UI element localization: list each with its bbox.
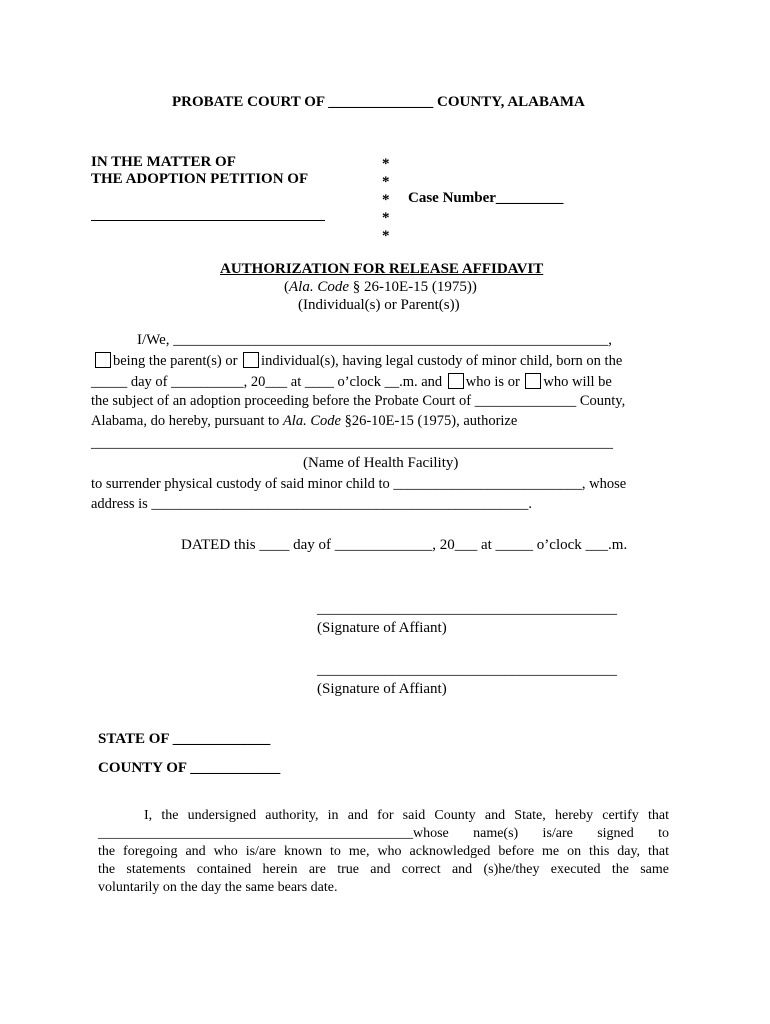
- dated-line[interactable]: DATED this ____ day of _____________, 20___ at _____ o’clock ___.m.: [181, 537, 628, 553]
- affiant-names-blank[interactable]: __________________________________________________________: [173, 332, 609, 348]
- authorize-line: [91, 414, 681, 429]
- surrender-line[interactable]: to surrender physical custody of said minor child to __________________________, whose: [91, 476, 627, 492]
- citation-code-name: Ala. Code: [289, 279, 349, 295]
- matter-line-1: IN THE MATTER OF: [91, 154, 236, 170]
- individual-checkbox[interactable]: [243, 352, 259, 368]
- matter-line-2: THE ADOPTION PETITION OF: [91, 171, 309, 187]
- case-number-label: Case Number: [408, 190, 496, 206]
- parent-label: being the parent(s) or: [113, 353, 242, 369]
- authorize-text-end: §26-10E-15 (1975), authorize: [340, 413, 518, 429]
- birth-date-blanks[interactable]: _____ day of __________, 20___ at ____ o’clock __.m. and: [91, 374, 446, 390]
- signature-blank-1[interactable]: ________________________________________: [317, 601, 617, 617]
- who-is-checkbox[interactable]: [448, 373, 464, 389]
- authorize-text-start: Alabama, do hereby, pursuant to: [91, 413, 283, 429]
- iwe-comma: ,: [608, 332, 613, 348]
- custody-line: [95, 352, 685, 369]
- who-will-be-label: who will be: [543, 374, 612, 390]
- county-of-line[interactable]: COUNTY OF ____________: [98, 760, 281, 776]
- signature-label-2: (Signature of Affiant): [317, 681, 447, 697]
- court-header: PROBATE COURT OF ______________ COUNTY, ALABAMA: [172, 94, 585, 110]
- caption-star: *: [382, 174, 390, 190]
- caption-star: *: [382, 192, 390, 208]
- address-line[interactable]: address is ____________________________________________________.: [91, 496, 533, 512]
- caption-star: *: [382, 156, 390, 172]
- affidavit-code-citation: [284, 280, 477, 295]
- iwe-label: I/We,: [137, 332, 174, 348]
- caption-star: *: [382, 210, 390, 226]
- signature-blank-2[interactable]: ________________________________________: [317, 662, 617, 678]
- affidavit-title: AUTHORIZATION FOR RELEASE AFFIDAVIT: [220, 261, 544, 277]
- certification-line-5: voluntarily on the day the same bears date.: [98, 880, 338, 895]
- who-is-label: who is or: [465, 374, 524, 390]
- authorize-code-name: Ala. Code: [282, 413, 341, 429]
- case-number-field[interactable]: [408, 191, 563, 206]
- health-facility-label: (Name of Health Facility): [303, 455, 459, 471]
- signature-label-1: (Signature of Affiant): [317, 620, 447, 636]
- who-will-be-checkbox[interactable]: [525, 373, 541, 389]
- health-facility-blank[interactable]: ________________________________________________________________________: [91, 435, 613, 451]
- certification-line-2[interactable]: _____________________________________________whose name(s) is/are signed to: [98, 826, 669, 841]
- certification-line-4: the statements contained herein are true and correct and (s)he/they executed the same: [98, 862, 669, 877]
- certification-line-3: the foregoing and who is/are known to me, who acknowledged before me on this day, that: [98, 844, 669, 859]
- individual-label: individual(s), having legal custody of minor child, born on the: [261, 353, 623, 369]
- case-number-blank[interactable]: _________: [495, 190, 564, 206]
- certification-line-1: I, the undersigned authority, in and for said County and State, hereby certify that: [144, 808, 669, 823]
- proceeding-line: the subject of an adoption proceeding before the Probate Court of ______________ County,: [91, 393, 626, 409]
- caption-star: *: [382, 228, 390, 244]
- citation-paren: (: [284, 279, 289, 295]
- citation-section: § 26-10E-15 (1975)): [349, 279, 477, 295]
- state-of-line[interactable]: STATE OF _____________: [98, 731, 271, 747]
- petitioner-name-blank[interactable]: [91, 220, 325, 221]
- birth-line: [91, 373, 681, 390]
- parent-checkbox[interactable]: [95, 352, 111, 368]
- certification-paragraph: [98, 807, 669, 897]
- affidavit-subtitle: (Individual(s) or Parent(s)): [298, 297, 460, 313]
- iwe-line: [137, 333, 612, 348]
